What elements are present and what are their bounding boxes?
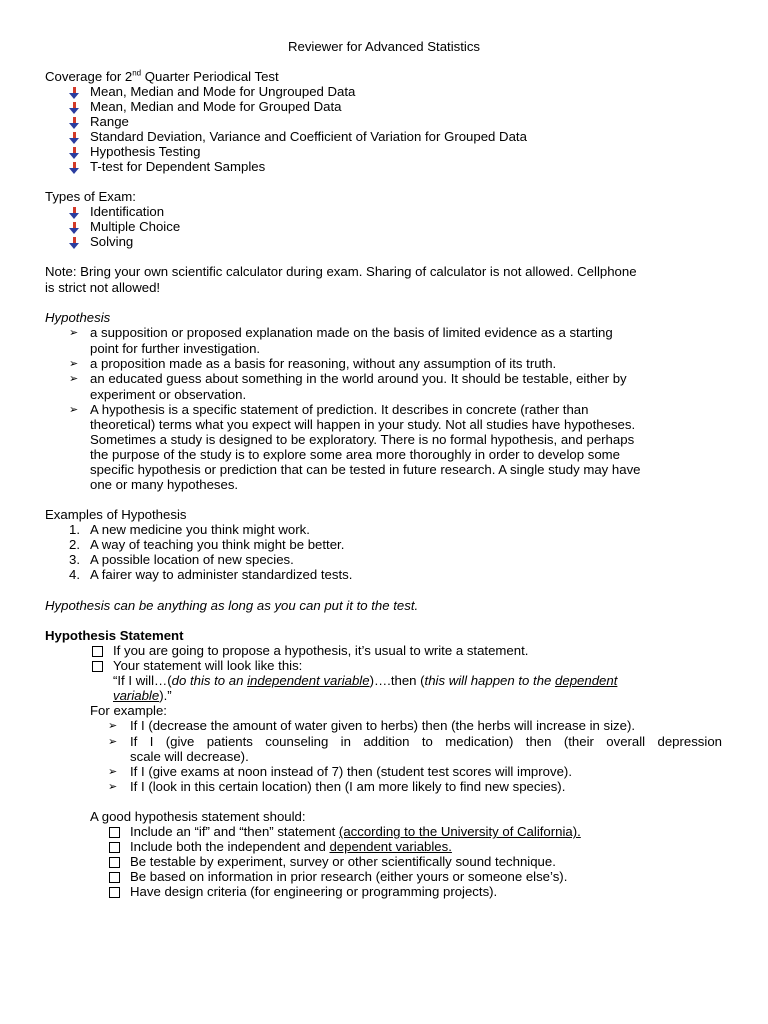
statement-heading: Hypothesis Statement	[45, 628, 184, 643]
example-item: A way of teaching you think might be better.	[90, 537, 345, 552]
definition-line: a supposition or proposed explanation made on the basis of limited evidence as a starting	[90, 325, 613, 340]
checkbox-bullet-icon	[92, 661, 103, 672]
coverage-item: Hypothesis Testing	[90, 144, 201, 159]
triangle-bullet-icon: ➢	[108, 765, 118, 778]
triangle-bullet-icon: ➢	[69, 372, 79, 385]
note-line: Note: Bring your own scientific calculator during exam. Sharing of calculator is not allowed. Cellphone	[45, 264, 637, 279]
definition-line: point for further investigation.	[90, 341, 261, 356]
arrow-bullet-icon	[69, 161, 80, 175]
good-item: Be testable by experiment, survey or other scientifically sound technique.	[130, 854, 556, 869]
page-title: Reviewer for Advanced Statistics	[287, 39, 481, 54]
definition-line: a proposition made as a basis for reasoning, without any assumption of its truth.	[90, 356, 557, 371]
definition-line: the purpose of the study is to explore some area more thoroughly in order to develop some	[90, 447, 620, 462]
checkbox-bullet-icon	[92, 646, 103, 657]
definition-line: one or many hypotheses.	[90, 477, 239, 492]
exam-types-heading: Types of Exam:	[45, 189, 136, 204]
arrow-bullet-icon	[69, 86, 80, 100]
example-item: A fairer way to administer standardized tests.	[90, 567, 353, 582]
for-example-label: For example:	[90, 703, 167, 718]
example-item: A possible location of new species.	[90, 552, 294, 567]
example-statement: If I (give patients counseling in addition to medication) then (their overall depression	[130, 734, 722, 749]
coverage-item: Mean, Median and Mode for Ungrouped Data	[90, 84, 356, 99]
examples-heading: Examples of Hypothesis	[45, 507, 187, 522]
list-number: 3.	[69, 552, 80, 567]
example-statement: If I (give exams at noon instead of 7) then (student test scores will improve).	[130, 764, 572, 779]
triangle-bullet-icon: ➢	[108, 735, 118, 748]
arrow-bullet-icon	[69, 101, 80, 115]
example-statement: If I (look in this certain location) then (I am more likely to find new species).	[130, 779, 566, 794]
list-number: 2.	[69, 537, 80, 552]
arrow-bullet-icon	[69, 221, 80, 235]
statement-template-cont: variable).”	[113, 688, 172, 703]
good-item: Be based on information in prior research (either yours or someone else’s).	[130, 869, 568, 884]
arrow-bullet-icon	[69, 236, 80, 250]
definition-line: Sometimes a study is designed to be exploratory. There is no formal hypothesis, and perhaps	[90, 432, 635, 447]
list-number: 1.	[69, 522, 80, 537]
checkbox-bullet-icon	[109, 827, 120, 838]
definition-line: experiment or observation.	[90, 387, 247, 402]
example-item: A new medicine you think might work.	[90, 522, 310, 537]
checkbox-bullet-icon	[109, 887, 120, 898]
statement-item: Your statement will look like this:	[113, 658, 303, 673]
triangle-bullet-icon: ➢	[108, 780, 118, 793]
coverage-item: Standard Deviation, Variance and Coefficient of Variation for Grouped Data	[90, 129, 527, 144]
good-item: Include an “if” and “then” statement (according to the University of California).	[130, 824, 581, 839]
italic-note: Hypothesis can be anything as long as you can put it to the test.	[45, 598, 419, 613]
definition-line: theoretical) terms what you expect will happen in your study. Not all studies have hypotheses.	[90, 417, 636, 432]
dependent-variables-link[interactable]: dependent variables.	[329, 839, 452, 854]
triangle-bullet-icon: ➢	[69, 403, 79, 416]
uc-reference-link[interactable]: (according to the University of California).	[338, 824, 581, 839]
statement-template: “If I will…(do this to an independent variable)….then (this will happen to the dependent	[113, 673, 618, 688]
example-statement: If I (decrease the amount of water given to herbs) then (the herbs will increase in size).	[130, 718, 636, 733]
exam-type-item: Identification	[90, 204, 165, 219]
good-item: Include both the independent and dependent variables.	[130, 839, 452, 854]
list-number: 4.	[69, 567, 80, 582]
arrow-bullet-icon	[69, 116, 80, 130]
exam-type-item: Multiple Choice	[90, 219, 181, 234]
hypothesis-heading: Hypothesis	[45, 310, 111, 325]
note-line: is strict not allowed!	[45, 280, 161, 295]
example-statement: scale will decrease).	[130, 749, 249, 764]
exam-type-item: Solving	[90, 234, 134, 249]
arrow-bullet-icon	[69, 146, 80, 160]
definition-line: A hypothesis is a specific statement of prediction. It describes in concrete (rather than	[90, 402, 589, 417]
triangle-bullet-icon: ➢	[108, 719, 118, 732]
coverage-item: Range	[90, 114, 129, 129]
definition-line: specific hypothesis or prediction that can be tested in future research. A single study may have	[90, 462, 641, 477]
triangle-bullet-icon: ➢	[69, 326, 79, 339]
good-heading: A good hypothesis statement should:	[90, 809, 306, 824]
coverage-item: T-test for Dependent Samples	[90, 159, 266, 174]
checkbox-bullet-icon	[109, 857, 120, 868]
arrow-bullet-icon	[69, 206, 80, 220]
coverage-item: Mean, Median and Mode for Grouped Data	[90, 99, 342, 114]
good-item: Have design criteria (for engineering or programming projects).	[130, 884, 498, 899]
arrow-bullet-icon	[69, 131, 80, 145]
coverage-heading: Coverage for 2nd Quarter Periodical Test	[45, 68, 279, 84]
checkbox-bullet-icon	[109, 842, 120, 853]
definition-line: an educated guess about something in the world around you. It should be testable, either by	[90, 371, 627, 386]
statement-item: If you are going to propose a hypothesis, it’s usual to write a statement.	[113, 643, 529, 658]
triangle-bullet-icon: ➢	[69, 357, 79, 370]
checkbox-bullet-icon	[109, 872, 120, 883]
